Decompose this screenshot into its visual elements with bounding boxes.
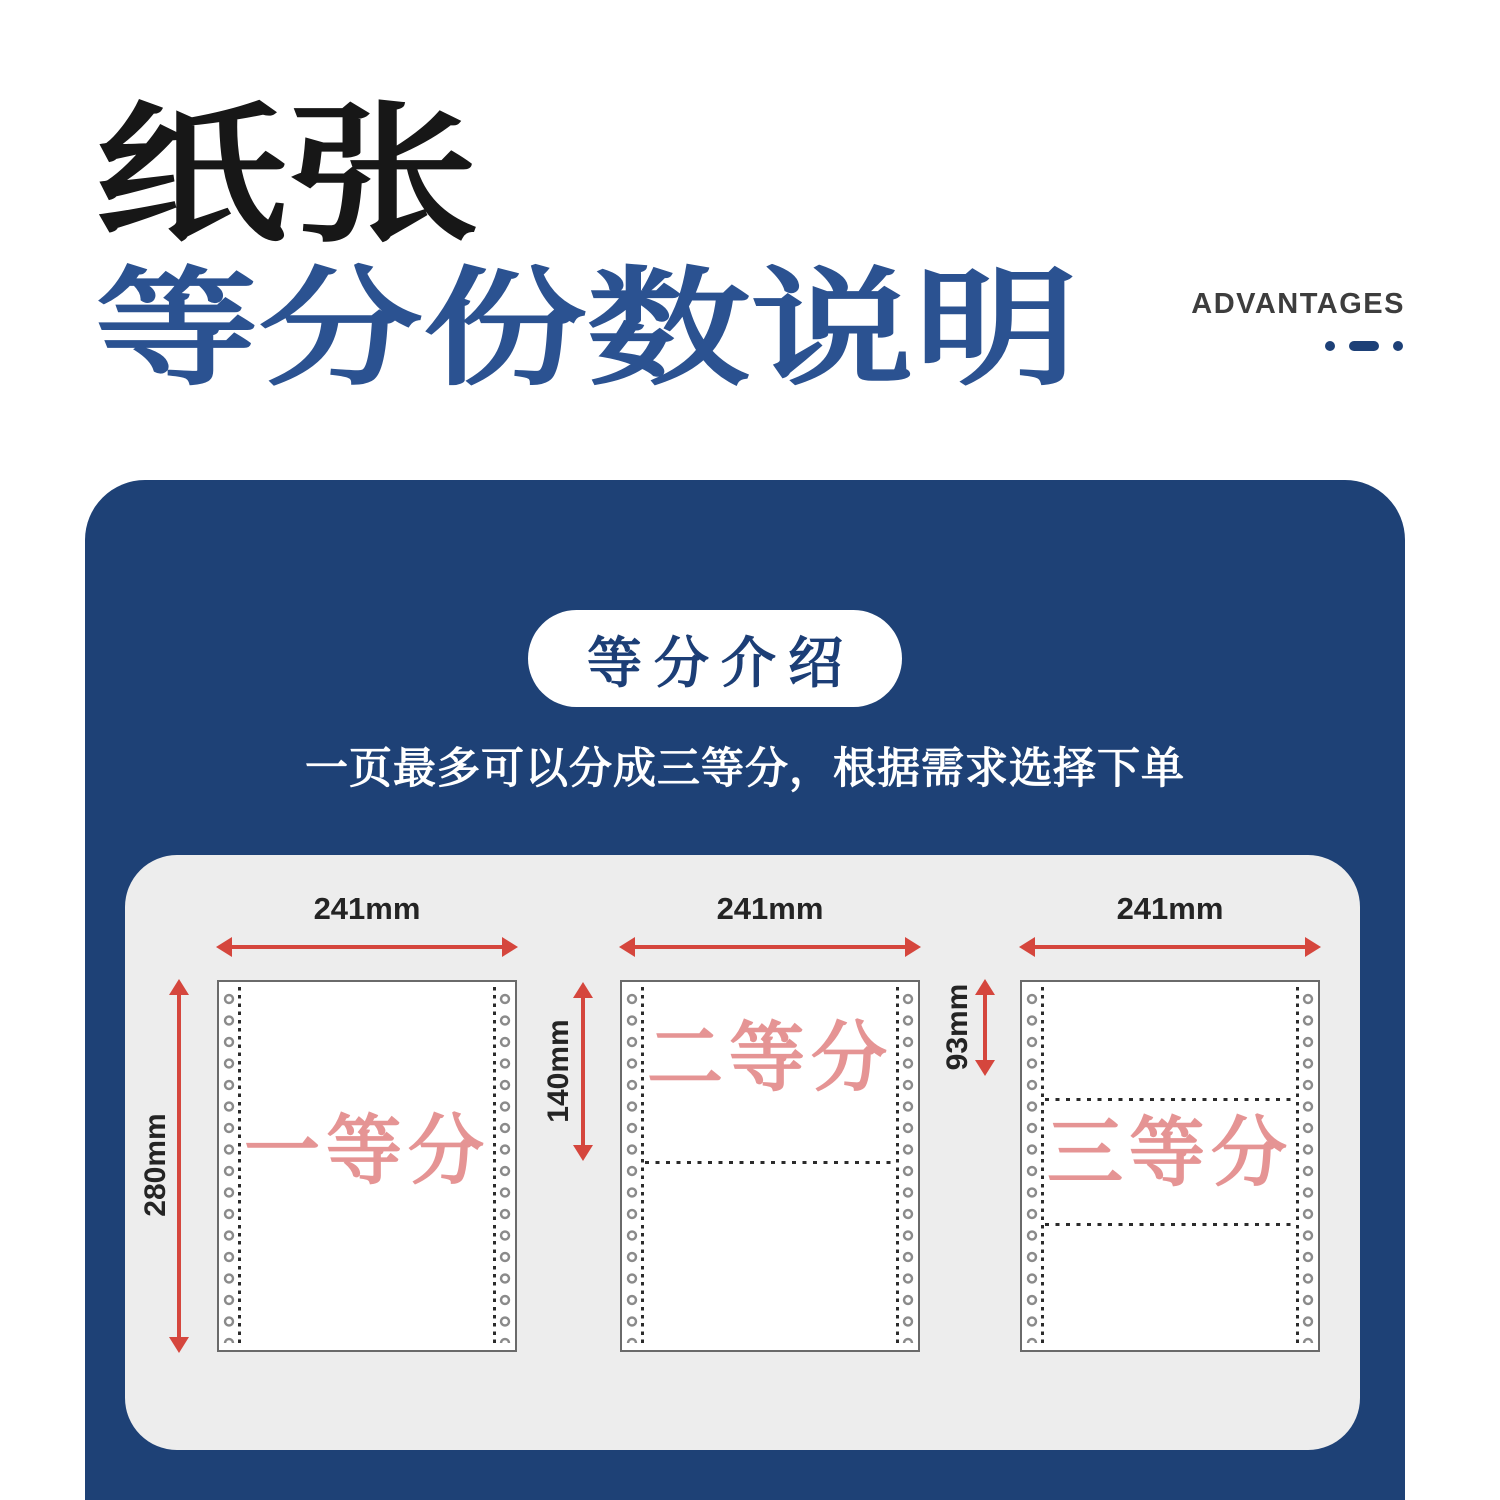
- deco-dot-icon: [1325, 341, 1335, 351]
- paper-sheet-three-parts: [1020, 980, 1320, 1352]
- perforation-split-line: [1045, 1098, 1295, 1101]
- division-label: 一等分: [244, 1109, 490, 1194]
- paper-sheet-two-parts: [620, 980, 920, 1352]
- deco-dash-icon: [1349, 341, 1379, 351]
- height-arrow: [581, 996, 585, 1147]
- page-title-line1: 纸张: [95, 91, 480, 259]
- perforation-split-line: [1045, 1223, 1295, 1226]
- advantages-label: ADVANTAGES: [1191, 288, 1405, 320]
- height-label: 280mm: [139, 1113, 172, 1217]
- perforation-split-line: [645, 1161, 895, 1164]
- width-arrow: [1033, 945, 1307, 949]
- width-arrow: [230, 945, 504, 949]
- paper-sheet-one-part: [217, 980, 517, 1352]
- page-title-line2: 等分份数说明: [95, 258, 1079, 401]
- division-label: 二等分: [647, 1016, 893, 1101]
- dot-dash-dot-decoration: [1325, 341, 1403, 351]
- diagram-panel: [125, 855, 1360, 1450]
- height-arrow: [177, 993, 181, 1339]
- width-label: 241mm: [313, 891, 421, 926]
- width-arrow: [633, 945, 907, 949]
- height-arrow: [983, 993, 987, 1062]
- division-label: 三等分: [1047, 1111, 1293, 1196]
- height-label: 93mm: [941, 983, 974, 1071]
- intro-badge-label: 等分介绍: [586, 632, 855, 694]
- width-label: 241mm: [716, 891, 824, 926]
- intro-card: [85, 480, 1405, 1500]
- intro-badge: [528, 610, 902, 707]
- height-label: 140mm: [542, 1019, 575, 1123]
- deco-dot-icon: [1393, 341, 1403, 351]
- width-label: 241mm: [1116, 891, 1224, 926]
- intro-subtitle: 一页最多可以分成三等分，根据需求选择下单: [305, 745, 1185, 793]
